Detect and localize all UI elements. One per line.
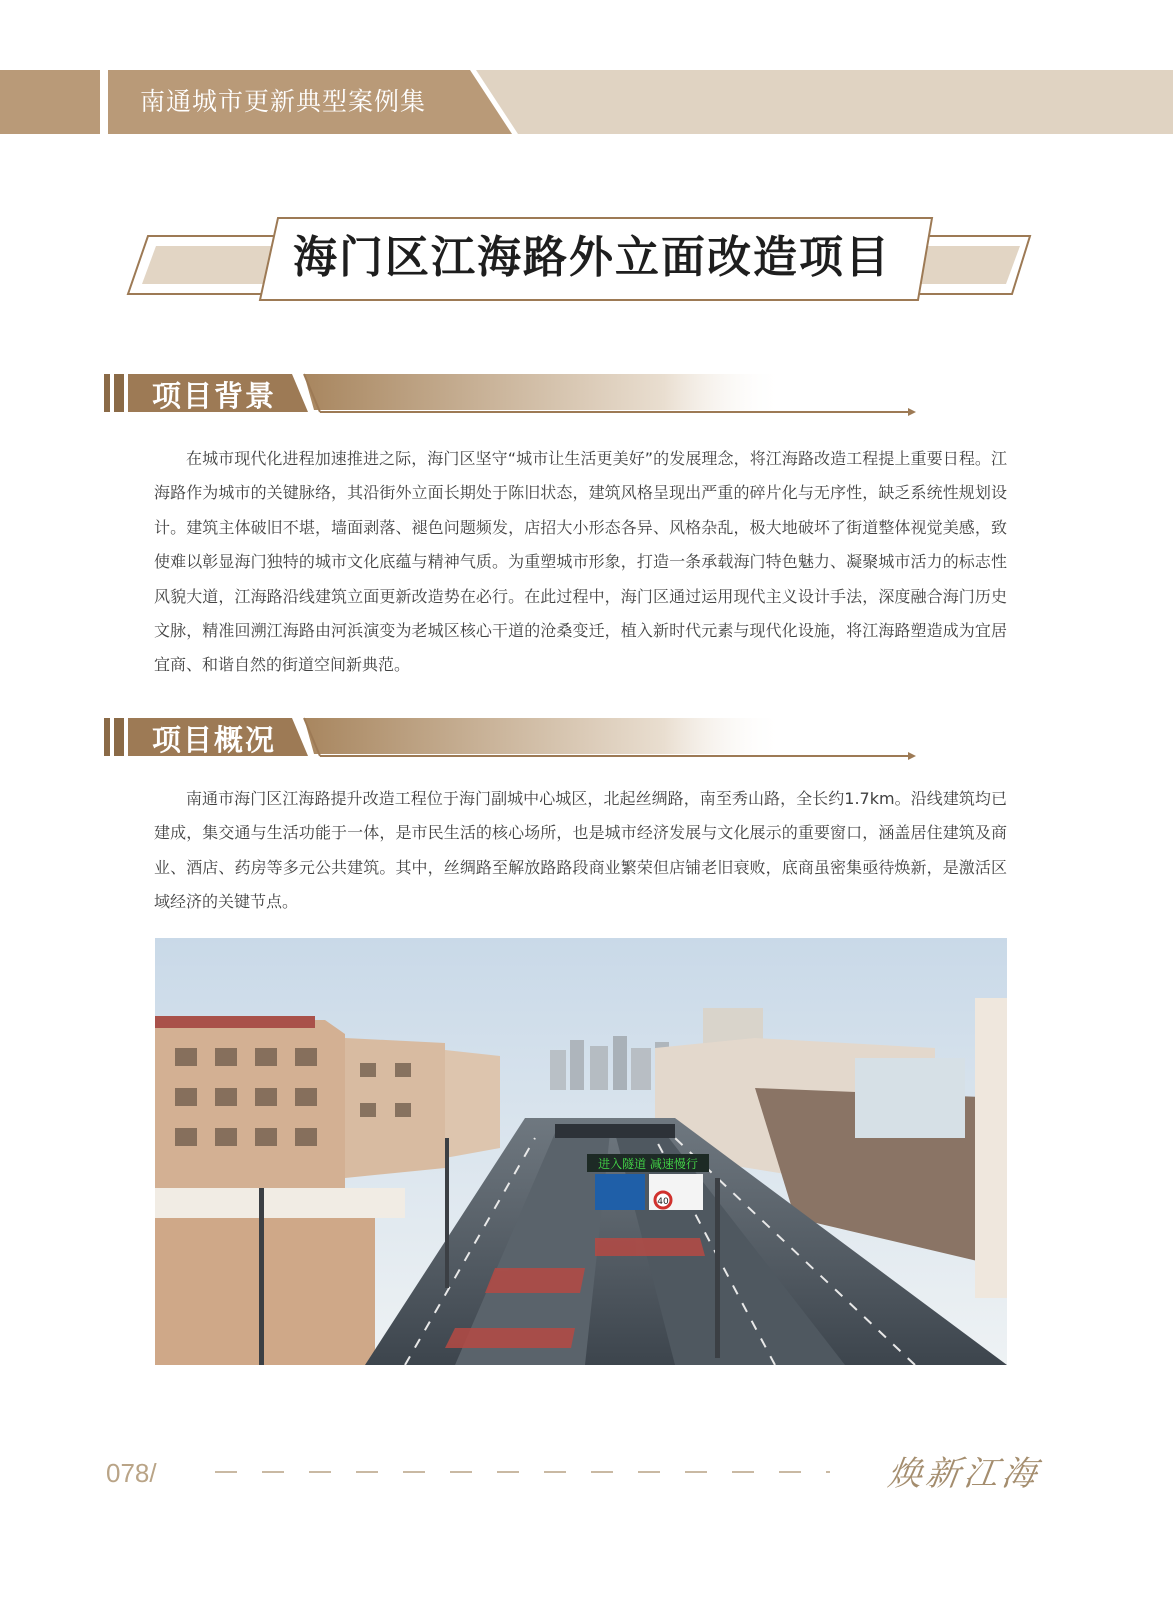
- brand-calligraphy-mark: 焕新江海: [885, 1454, 1043, 1494]
- series-title: 南通城市更新典型案例集: [140, 87, 427, 116]
- section-heading-overview: 项目概况: [152, 723, 277, 757]
- page-title: 海门区江海路外立面改造项目: [293, 232, 891, 283]
- speed-limit-text: 40: [657, 1197, 669, 1207]
- tunnel-sign-text: 进入隧道 减速慢行: [598, 1157, 698, 1171]
- page-number: 078/: [106, 1458, 157, 1488]
- section-heading-background: 项目背景: [152, 379, 277, 413]
- street-aerial-photo: [155, 938, 1007, 1365]
- background-paragraph: 在城市现代化进程加速推进之际，海门区坚守“城市让生活更美好”的发展理念，将江海路改造工程提上重要日程。江海路作为城市的关键脉络，其沿街外立面长期处于陈旧状态，建筑风格呈现出严重的碎片化与无序性，缺乏系统性规划设计。建筑主体破旧不堪，墙面剥落、褪色问题频发，店招大小形态各异、风格杂乱，极大地破坏了街道整体视觉美感，致使难以彰显海门独特的城市文化底蕴与精神气质。为重塑城市形象，打造一条承载海门特色魅力、凝聚城市活力的标志性风貌大道，江海路沿线建筑立面更新改造势在必行。在此过程中，海门区通过运用现代主义设计手法，深度融合海门历史文脉，精准回溯江海路由河浜演变为老城区核心干道的沧桑变迁，植入新时代元素与现代化设施，将江海路塑造成为宜居宜商、和谐自然的街道空间新典范。: [154, 449, 1007, 675]
- overview-paragraph: 南通市海门区江海路提升改造工程位于海门副城中心城区，北起丝绸路，南至秀山路，全长约1.7km。沿线建筑均已建成，集交通与生活功能于一体，是市民生活的核心场所，也是城市经济发展与文化展示的重要窗口，涵盖居住建筑及商业、酒店、药房等多元公共建筑。其中，丝绸路至解放路路段商业繁荣但店铺老旧衰败，底商虽密集亟待焕新，是激活区域经济的关键节点。: [154, 789, 1007, 912]
- footer-dashed-rule: [215, 1469, 830, 1475]
